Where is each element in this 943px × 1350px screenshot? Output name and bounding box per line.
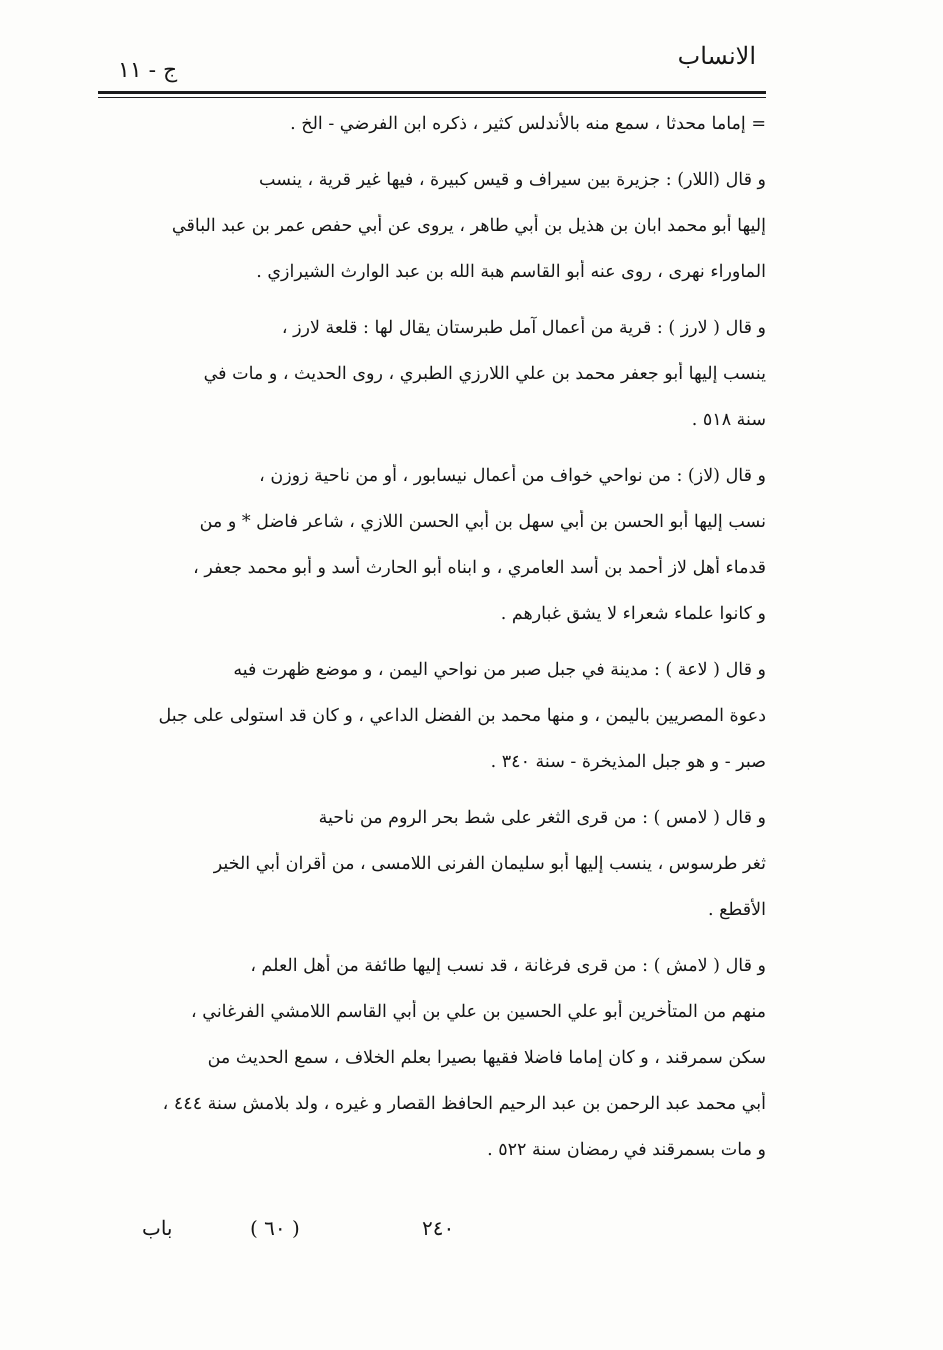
sheet-number: ( ٦٠ ) [250, 1216, 300, 1240]
text-line: ثغر طرسوس ، ينسب إليها أبو سليمان الفرنى اللامسى ، من أقران أبي الخير [213, 854, 766, 874]
volume-label: ج - ١١ [118, 58, 178, 83]
text-line: صبر - و هو جبل المذيخرة - سنة ٣٤٠ . [490, 752, 766, 772]
text-line: منهم من المتأخرين أبو علي الحسين بن علي بن أبي القاسم اللامشي الفرغاني ، [191, 1002, 766, 1022]
text-line: و قال ( لاعة ) : مدينة في جبل صبر من نواحي اليمن ، و موضع ظهرت فيه [233, 660, 766, 680]
text-line: أبي محمد عبد الرحمن بن عبد الرحيم الحافظ القصار و غيره ، ولد بلامش سنة ٤٤٤ ، [162, 1094, 766, 1114]
header-rule-thin [98, 97, 766, 98]
text-line: و كانوا علماء شعراء لا يشق غبارهم . [500, 604, 766, 624]
page-footer [0, 1216, 943, 1256]
text-line: سكن سمرقند ، و كان إماما فاضلا فقيها بصيرا بعلم الخلاف ، سمع الحديث من [207, 1048, 766, 1068]
text-line: و قال ( لارز ) : قرية من أعمال آمل طبرستان يقال لها : قلعة لارز ، [281, 318, 766, 338]
text-line: إليها أبو محمد ابان بن هذيل بن أبي طاهر ، يروى عن أبي حفص عمر بن عبد الباقي [171, 216, 766, 236]
text-line: و قال ( لامس ) : من قرى الثغر على شط بحر الروم من ناحية [318, 808, 766, 828]
text-line: قدماء أهل لاز أحمد بن أسد العامري ، و ابناه أبو الحارث أسد و أبو محمد جعفر ، [193, 558, 766, 578]
text-line: و قال ( لامش ) : من قرى فرغانة ، قد نسب إليها طائفة من أهل العلم ، [250, 956, 766, 976]
page-header [98, 36, 766, 94]
text-line: الماوراء نهرى ، روى عنه أبو القاسم هبة الله بن عبد الوارث الشيرازي . [256, 262, 766, 282]
text-line: ينسب إليها أبو جعفر محمد بن علي اللارزي الطبري ، روى الحديث ، و مات في [203, 364, 766, 384]
text-line: و مات بسمرقند في رمضان سنة ٥٢٢ . [487, 1140, 766, 1160]
text-line: = إماما محدثا ، سمع منه بالأندلس كثير ، ذكره ابن الفرضي - الخ . [290, 114, 766, 134]
text-line: و قال (لاز) : من نواحي خواف من أعمال نيسابور ، أو من ناحية زوزن ، [259, 466, 766, 486]
text-line: سنة ٥١٨ . [691, 410, 766, 430]
text-line: و قال (اللار) : جزيرة بين سيراف و قيس كبيرة ، فيها غير قرية ، ينسب [259, 170, 766, 190]
header-rule-thick [98, 91, 766, 94]
text-line: دعوة المصريين باليمن ، و منها محمد بن الفضل الداعي ، و كان قد استولى على جبل [158, 706, 766, 726]
section-label: باب [142, 1216, 173, 1240]
book-title: الانساب [677, 42, 756, 70]
text-line: الأقطع . [707, 900, 766, 920]
page-number: ٢٤٠ [422, 1216, 455, 1240]
text-line: نسب إليها أبو الحسن بن أبي سهل بن أبي الحسن اللازي ، شاعر فاضل * و من [199, 512, 766, 532]
body-text [112, 112, 766, 1162]
